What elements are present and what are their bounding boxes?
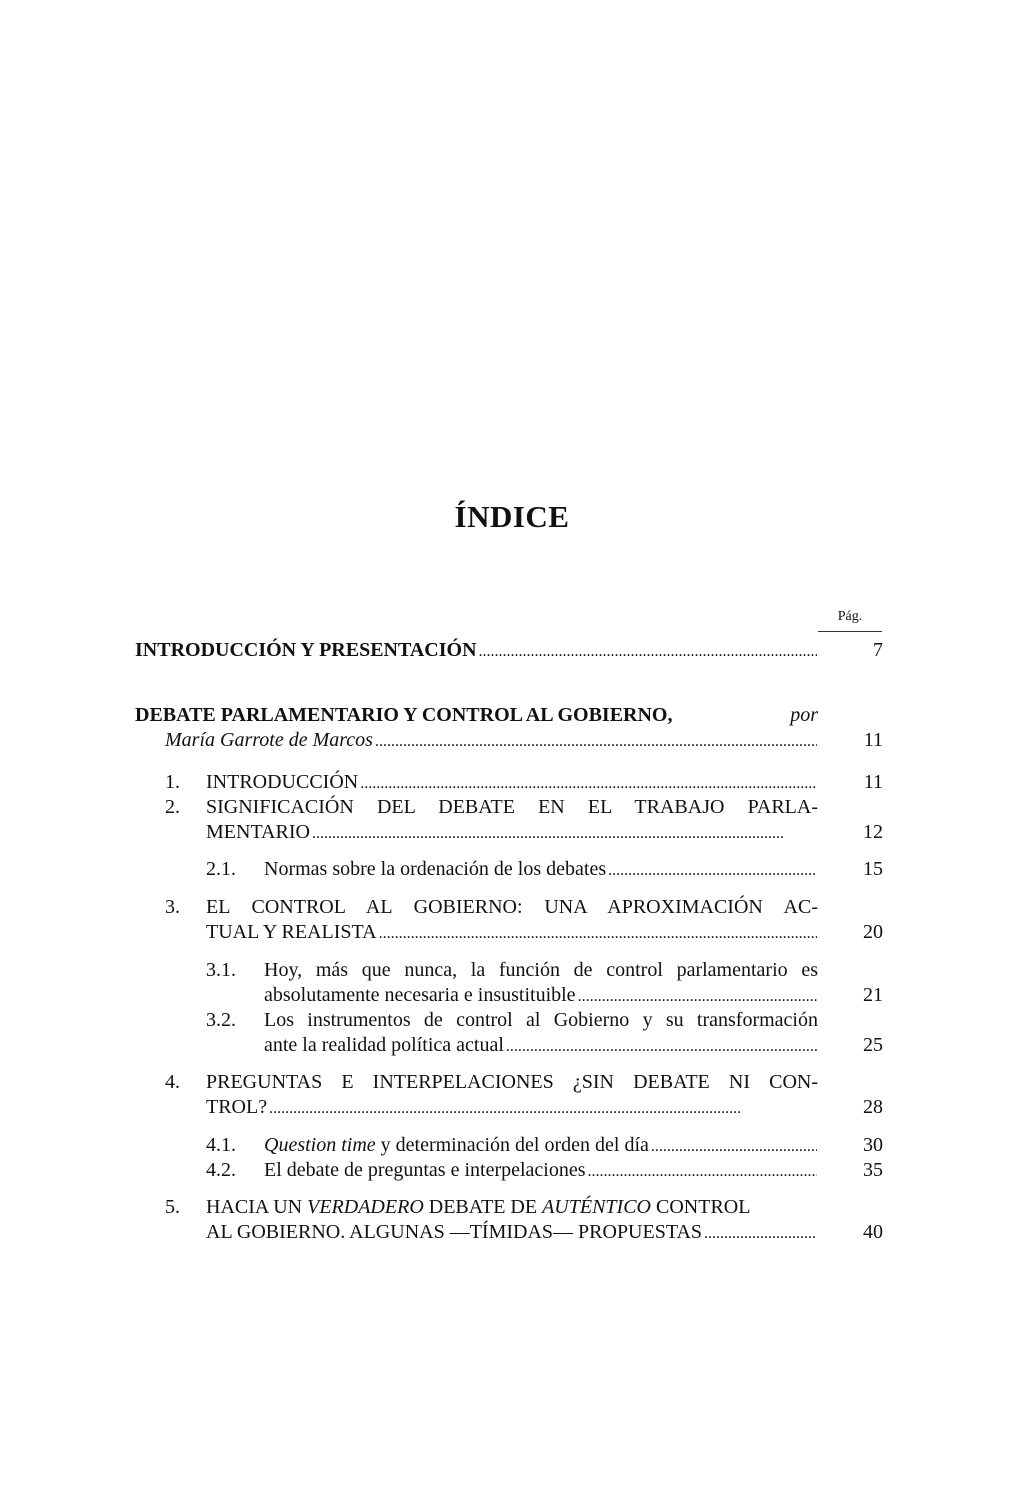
toc-page-number: 25 xyxy=(863,1034,883,1056)
toc-page-number: 28 xyxy=(863,1096,883,1118)
section-number: 3.2. xyxy=(206,1009,236,1031)
toc-page-number: 20 xyxy=(863,921,883,943)
toc-entry-4-2[interactable] xyxy=(135,1158,883,1183)
toc-page-number: 30 xyxy=(863,1134,883,1156)
label-part: CONTROL xyxy=(651,1196,751,1218)
label-rest: y determinación del orden del día xyxy=(375,1134,649,1156)
dot-leader xyxy=(377,920,817,946)
page-title: ÍNDICE xyxy=(454,499,570,534)
dot-leader xyxy=(310,820,817,846)
dot-leader xyxy=(606,857,817,883)
toc-entry-label-line1: SIGNIFICACIÓN DEL DEBATE EN EL TRABAJO PARLA- xyxy=(206,796,818,818)
toc-entry-label-line1 xyxy=(206,1195,750,1220)
toc-page-number: 21 xyxy=(863,984,883,1006)
toc-page-number: 40 xyxy=(863,1221,883,1243)
toc-entry-label-line1: Los instrumentos de control al Gobierno y su transformación xyxy=(264,1009,818,1031)
label-italic-part: VERDADERO xyxy=(307,1196,424,1218)
toc-entry-label-line1: Hoy, más que nunca, la función de control parlamentario es xyxy=(264,959,818,981)
dot-leader xyxy=(373,728,817,754)
chapter-title: DEBATE PARLAMENTARIO Y CONTROL AL GOBIERNO, xyxy=(135,704,673,726)
toc-entry-label: INTRODUCCIÓN xyxy=(206,771,359,793)
dot-leader xyxy=(576,983,817,1009)
dot-leader xyxy=(504,1033,817,1059)
toc-entry-intro[interactable] xyxy=(135,638,883,663)
toc-entry-2-1[interactable] xyxy=(135,857,883,882)
toc-entry-3[interactable] xyxy=(135,895,883,945)
section-number: 4. xyxy=(165,1071,180,1093)
section-number: 3.1. xyxy=(206,959,236,981)
dot-leader xyxy=(586,1158,817,1184)
section-number: 4.2. xyxy=(206,1159,236,1181)
toc-entry-label: INTRODUCCIÓN Y PRESENTACIÓN xyxy=(135,639,477,661)
chapter-por: por xyxy=(790,704,818,726)
toc-entry-chapter[interactable] xyxy=(135,703,883,753)
section-number: 2. xyxy=(165,796,180,818)
toc-entry-label-line2: ante la realidad política actual xyxy=(264,1034,504,1056)
dot-leader xyxy=(358,770,817,796)
dot-leader xyxy=(267,1095,817,1121)
label-part: DEBATE DE xyxy=(423,1196,543,1218)
label-italic-part: Question time xyxy=(264,1134,376,1156)
toc-entry-4-1[interactable] xyxy=(135,1133,883,1158)
section-number: 2.1. xyxy=(206,858,236,880)
section-number: 4.1. xyxy=(206,1134,236,1156)
toc-entry-label-line2: TUAL Y REALISTA xyxy=(206,921,377,943)
toc-page-number: 15 xyxy=(863,858,883,880)
toc-entry-label-line2: absolutamente necesaria e insustituible xyxy=(264,984,576,1006)
dot-leader xyxy=(477,638,817,664)
label-part: HACIA UN xyxy=(206,1196,308,1218)
toc-entry-label-line1: PREGUNTAS E INTERPELACIONES ¿SIN DEBATE NI CON- xyxy=(206,1071,818,1093)
toc-page-number: 11 xyxy=(863,771,883,793)
section-number: 1. xyxy=(165,771,180,793)
toc-page-number: 11 xyxy=(863,729,883,751)
toc-page-number: 35 xyxy=(863,1159,883,1181)
toc-entry-label-line2: AL GOBIERNO. ALGUNAS —TÍMIDAS— PROPUESTAS xyxy=(206,1221,703,1243)
toc-entry-label-line2: MENTARIO xyxy=(206,821,310,843)
toc-entry-label: Normas sobre la ordenación de los debates xyxy=(264,858,607,880)
toc-entry-label-line1: EL CONTROL AL GOBIERNO: UNA APROXIMACIÓN AC- xyxy=(206,896,818,918)
section-number: 3. xyxy=(165,896,180,918)
chapter-author: María Garrote de Marcos xyxy=(165,729,373,751)
toc-entry-4[interactable] xyxy=(135,1070,883,1120)
toc-entry-2[interactable] xyxy=(135,795,883,845)
page-column-label: Pág. xyxy=(818,609,882,632)
toc-page-number: 12 xyxy=(863,821,883,843)
toc-page-number: 7 xyxy=(873,639,883,661)
toc-entry-3-2[interactable] xyxy=(135,1008,883,1058)
dot-leader xyxy=(649,1133,817,1159)
label-italic-part: AUTÉNTICO xyxy=(542,1196,651,1218)
toc-entry-label xyxy=(264,1133,649,1158)
toc-entry-label-line2: TROL? xyxy=(206,1096,268,1118)
toc-entry-5[interactable] xyxy=(135,1195,883,1245)
section-number: 5. xyxy=(165,1196,180,1218)
toc-entry-1[interactable] xyxy=(135,770,883,795)
toc-entry-3-1[interactable] xyxy=(135,958,883,1008)
toc-entry-label: El debate de preguntas e interpelaciones xyxy=(264,1159,586,1181)
dot-leader xyxy=(702,1220,817,1246)
